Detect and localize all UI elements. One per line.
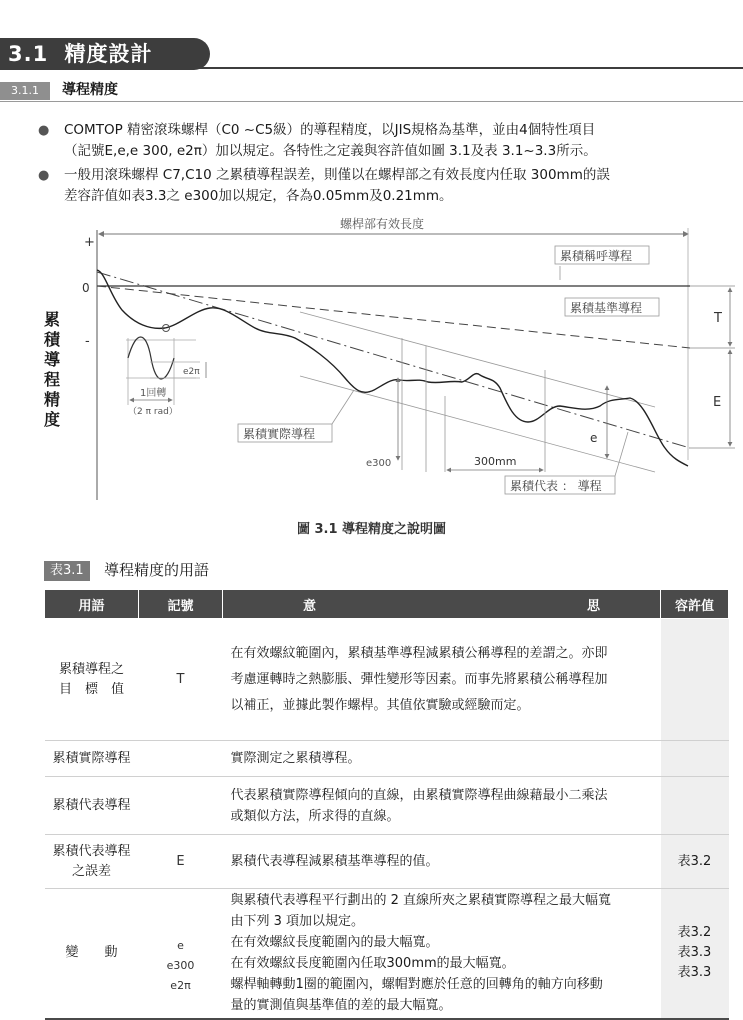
e2pi-label: e2π	[183, 367, 200, 377]
header-meaning-1: 意	[303, 598, 317, 614]
table-row	[45, 741, 729, 777]
nominal-label: 累積稱呼導程	[560, 249, 633, 263]
y-axis-char: 精	[43, 390, 60, 409]
y-axis-char: 導	[43, 350, 60, 369]
reference-lead-line	[97, 286, 690, 348]
bullet-dot: ●	[38, 168, 50, 183]
meaning-cell	[223, 777, 661, 835]
meaning-line: 實際測定之累積導程。	[230, 751, 361, 766]
300mm-label: 300mm	[474, 455, 517, 468]
small-e-label: e	[590, 431, 598, 445]
section-header	[0, 38, 210, 70]
y-axis-char: 累	[43, 310, 60, 329]
symbol-cell	[139, 889, 223, 1019]
y-axis-label	[40, 310, 64, 430]
section-rule	[0, 67, 743, 69]
meaning-line: 或類似方法，所求得的直線。	[230, 808, 400, 824]
term-cell	[45, 889, 139, 1019]
symbol-line: e300	[166, 959, 195, 973]
axis-zero: 0	[82, 281, 90, 295]
representative-label: 累積代表 ： 導程	[510, 479, 602, 493]
subsection-rule	[0, 101, 743, 102]
meaning-line: 代表累積實際導程傾向的直線，由累積實際導程曲線藉最小二乘法	[230, 787, 608, 803]
meaning-line: 在有效螺紋長度範圍內的最大幅寬。	[230, 935, 439, 951]
term-cell	[45, 777, 139, 835]
term-line: 累積導程之	[58, 661, 124, 677]
actual-label: 累積實際導程	[243, 427, 316, 441]
e-label: E	[713, 395, 722, 410]
subsection-title: 導程精度	[62, 82, 118, 98]
symbol-cell	[139, 777, 223, 835]
table-row	[45, 889, 729, 1019]
term-line: 累積代表導程	[52, 797, 131, 813]
term-cell	[45, 619, 139, 741]
term-line: 之誤差	[71, 863, 111, 879]
y-axis-char: 程	[43, 370, 60, 389]
meaning-line: 考慮運轉時之熱膨脹、彈性變形等因素。而事先將累積公稱導程加	[230, 671, 608, 687]
two-pi-rad-label: （2 π rad）	[128, 407, 178, 417]
meaning-line: 與累積代表導程平行劃出的 2 直線所夾之累積實際導程之最大幅寬	[230, 893, 612, 909]
one-rev-wave	[128, 337, 174, 379]
meaning-line: 在有效螺紋長度範圍內任取300mm的最大幅寬。	[230, 956, 515, 972]
tolerance-cell	[661, 741, 729, 777]
table-row	[45, 835, 729, 889]
table-header-row	[45, 590, 729, 619]
axis-minus: -	[85, 334, 90, 349]
table-row	[45, 619, 729, 741]
tolerance-cell	[661, 889, 729, 1019]
reference-label: 累積基準導程	[570, 301, 643, 315]
meaning-cell	[223, 835, 661, 889]
meaning-line: 以補正，並據此製作螺桿。其值依實驗或經驗而定。	[230, 697, 530, 713]
tolerance-line: 表3.3	[677, 965, 712, 981]
meaning-cell	[223, 741, 661, 777]
table-tag: 表3.1	[44, 561, 90, 581]
tolerance-cell	[661, 777, 729, 835]
one-rev-label: 1回轉	[140, 388, 167, 399]
symbol-line: e	[177, 939, 184, 953]
table-row	[45, 777, 729, 835]
meaning-line: 量的實測值與基準值的差的最大幅寬。	[230, 998, 452, 1014]
meaning-cell	[223, 619, 661, 741]
y-axis-char: 度	[43, 410, 60, 429]
symbol-line: E	[176, 853, 185, 869]
t-label: T	[714, 311, 722, 326]
term-line: 累積實際導程	[52, 750, 131, 766]
symbol-cell	[139, 741, 223, 777]
bullet-line: （記號E,e,e 300, e2π）加以規定。各特性之定義與容許值如圖 3.1及表 3.1~3.3所示。	[64, 143, 597, 159]
bullet-line: 一般用滾珠螺桿 C7,C10 之累積導程誤差，則僅以在螺桿部之有效長度内任取 300mm的誤	[64, 167, 610, 183]
e300-label: e300	[366, 458, 392, 469]
bullet-line: COMTOP 精密滾珠螺桿（C0 ~C5級）的導程精度，以JIS規格為基準，並由4個特性項目	[64, 122, 596, 138]
section-title: 精度設計	[64, 42, 153, 66]
tolerance-line: 表3.2	[677, 853, 712, 869]
tolerance-line: 表3.3	[677, 945, 712, 961]
bullet-line: 差容許值如表3.3之 e300加以規定，各為0.05mm及0.21mm。	[64, 188, 453, 204]
term-line: 目 標 值	[58, 681, 124, 697]
section-number: 3.1	[8, 42, 49, 66]
meaning-line: 由下列 3 項加以規定。	[230, 914, 365, 930]
symbol-line: T	[176, 671, 185, 687]
bullet-dot: ●	[38, 123, 50, 138]
meaning-line: 在有效螺紋範圍內，累積基準導程減累積公稱導程的差謂之。亦即	[230, 645, 608, 661]
term-line: 累積代表導程	[52, 843, 131, 859]
header-term: 用語	[45, 590, 139, 619]
term-line: 變 動	[65, 945, 118, 961]
tolerance-cell	[661, 835, 729, 889]
symbol-cell	[139, 619, 223, 741]
figure-caption: 圖 3.1 導程精度之說明圖	[296, 522, 447, 537]
symbol-cell	[139, 835, 223, 889]
header-meaning-2: 思	[586, 598, 600, 614]
header-symbol: 記號	[139, 590, 223, 619]
header-meaning	[223, 590, 661, 619]
header-tolerance: 容許值	[661, 590, 729, 619]
meaning-line: 累積代表導程減累積基準導程的值。	[230, 854, 439, 869]
meaning-cell	[223, 889, 661, 1019]
symbol-line: e2π	[170, 979, 191, 993]
terms-table	[44, 589, 729, 1020]
term-cell	[45, 835, 139, 889]
tolerance-line: 表3.2	[677, 925, 712, 941]
table-title: 導程精度的用語	[104, 561, 210, 579]
tolerance-cell	[661, 619, 729, 741]
lead-accuracy-diagram	[0, 210, 743, 510]
effective-length-label: 螺桿部有效長度	[340, 217, 425, 231]
meaning-line: 螺桿軸轉動1圈的範圍內，螺帽對應於任意的回轉角的軸方向移動	[230, 977, 603, 993]
term-cell	[45, 741, 139, 777]
axis-plus: +	[84, 235, 95, 250]
subsection-number: 3.1.1	[0, 82, 50, 100]
y-axis-char: 積	[43, 330, 60, 349]
